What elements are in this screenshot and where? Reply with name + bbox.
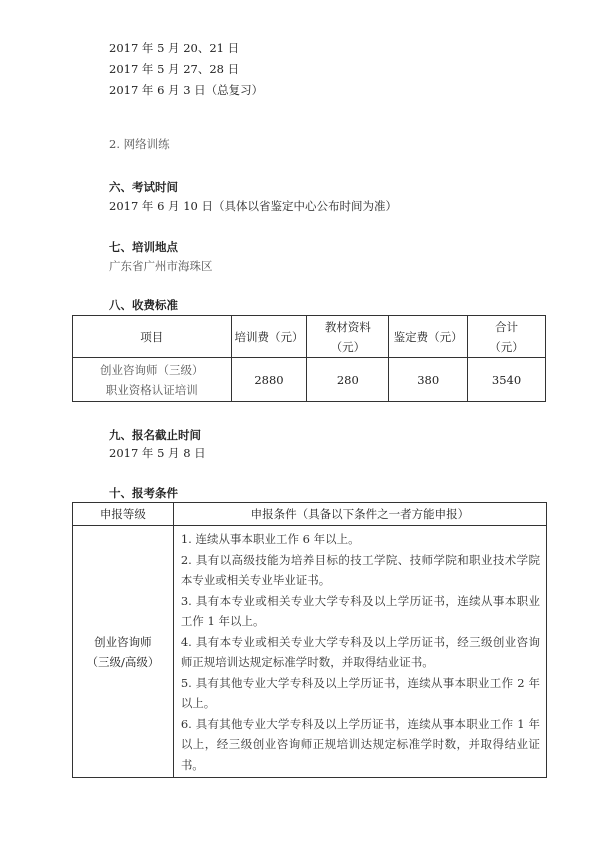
header-materials-line1: 教材资料 bbox=[324, 319, 371, 334]
schedule-date: 2017 年 5 月 20、21 日 bbox=[109, 41, 240, 55]
header-total-line2: （元） bbox=[489, 339, 524, 354]
online-training-label: 2. 网络训练 bbox=[109, 137, 170, 151]
item-line2: 职业资格认证培训 bbox=[105, 382, 198, 397]
header-appraisal-fee: 鉴定费（元） bbox=[389, 316, 468, 358]
exam-time-heading: 六、考试时间 bbox=[109, 180, 178, 194]
cell-training-fee: 2880 bbox=[231, 358, 307, 402]
table-row bbox=[73, 358, 546, 402]
condition-item: 2. 具有以高级技能为培养目标的技工学院、技师学院和职业技术学院本专业或相关专业毕业证书。 bbox=[180, 552, 540, 587]
condition-item: 1. 连续从事本职业工作 6 年以上。 bbox=[180, 532, 360, 546]
conditions-table bbox=[72, 502, 547, 778]
location-text: 广东省广州市海珠区 bbox=[109, 259, 213, 273]
header-level: 申报等级 bbox=[73, 503, 174, 526]
item-line1: 创业咨询师（三级） bbox=[100, 362, 204, 377]
condition-item: 3. 具有本专业或相关专业大学专科及以上学历证书，连续从事本职业工作 1 年以上。 bbox=[180, 593, 540, 628]
header-total-line1: 合计 bbox=[495, 319, 519, 334]
cell-appraisal-fee: 380 bbox=[389, 358, 468, 402]
cell-level bbox=[73, 526, 174, 778]
deadline-heading: 九、报名截止时间 bbox=[109, 428, 201, 442]
cell-materials-fee: 280 bbox=[307, 358, 389, 402]
table-row bbox=[73, 526, 547, 778]
cell-total: 3540 bbox=[468, 358, 546, 402]
header-materials-line2: （元） bbox=[330, 339, 366, 354]
condition-item: 6. 具有其他专业大学专科及以上学历证书，连续从事本职业工作 1 年以上，经三级创业咨询师正规培训达规定标准学时数，并取得结业证书。 bbox=[180, 716, 540, 772]
header-materials bbox=[307, 316, 389, 358]
condition-item: 4. 具有本专业或相关专业大学专科及以上学历证书，经三级创业咨询师正规培训达规定标准学时数，并取得结业证书。 bbox=[180, 634, 540, 669]
cell-conditions bbox=[173, 526, 546, 778]
fee-table bbox=[72, 315, 546, 402]
fee-table-header bbox=[73, 316, 546, 358]
conditions-table-header bbox=[73, 503, 547, 526]
schedule-date: 2017 年 6 月 3 日（总复习） bbox=[109, 83, 264, 97]
schedule-date: 2017 年 5 月 27、28 日 bbox=[109, 62, 240, 76]
exam-time-text: 2017 年 6 月 10 日（具体以省鉴定中心公布时间为准） bbox=[109, 199, 397, 213]
header-total bbox=[468, 316, 546, 358]
header-item: 项目 bbox=[73, 316, 232, 358]
level-line1: 创业咨询师 bbox=[94, 634, 152, 649]
location-heading: 七、培训地点 bbox=[109, 240, 178, 254]
header-conditions: 申报条件（具备以下条件之一者方能申报） bbox=[173, 503, 546, 526]
header-training-fee: 培训费（元） bbox=[231, 316, 307, 358]
fees-heading: 八、收费标准 bbox=[109, 298, 178, 312]
level-line2: （三级/高级） bbox=[86, 654, 160, 669]
condition-item: 5. 具有其他专业大学专科及以上学历证书，连续从事本职业工作 2 年以上。 bbox=[180, 675, 540, 710]
conditions-heading: 十、报考条件 bbox=[109, 486, 178, 500]
cell-item bbox=[73, 358, 232, 402]
deadline-text: 2017 年 5 月 8 日 bbox=[109, 446, 206, 460]
